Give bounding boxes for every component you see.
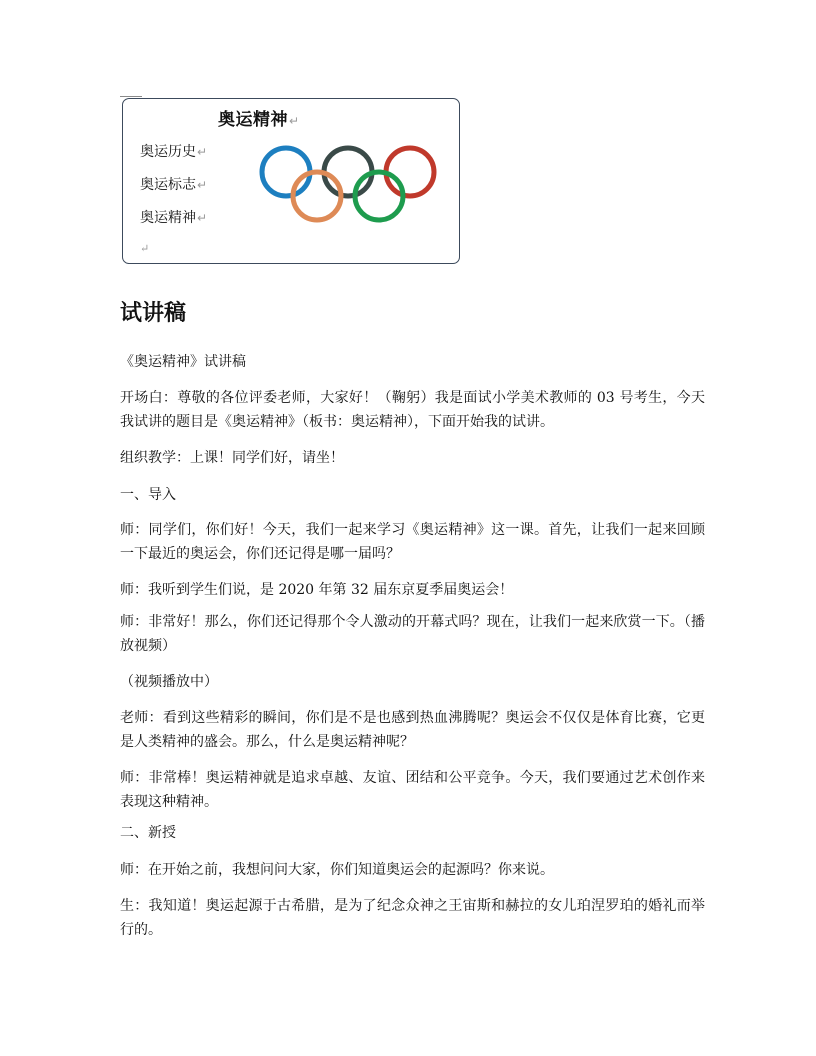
- olympic-rings-icon: [256, 139, 441, 229]
- board-item-spirit: 奥运精神↵: [140, 210, 208, 226]
- return-mark-icon: ↵: [197, 211, 208, 225]
- paragraph: 师：同学们，你们好！今天，我们一起来学习《奥运精神》这一课。首先，让我们一起来回顾一下最近的奥运会，你们还记得是哪一届吗？: [120, 522, 705, 562]
- board-item-symbol: 奥运标志↵: [140, 177, 208, 193]
- paragraph: 师：在开始之前，我想问问大家，你们知道奥运会的起源吗？你来说。: [120, 862, 554, 878]
- return-mark-icon: ↵: [197, 178, 208, 192]
- doc-title-line: 《奥运精神》试讲稿: [120, 354, 246, 370]
- return-mark-icon: ↵: [289, 114, 300, 128]
- paragraph: 师：我听到学生们说，是 2020 年第 32 届东京夏季届奥运会！: [120, 582, 514, 598]
- board-item-history: 奥运历史↵: [140, 144, 208, 160]
- opening-paragraph: 开场白：尊敬的各位评委老师，大家好！（鞠躬）我是面试小学美术教师的 03 号考生，今天我试讲的题目是《奥运精神》（板书：奥运精神），下面开始我的试讲。: [120, 390, 705, 430]
- page-heading: 试讲稿: [120, 301, 187, 326]
- ring-black: [324, 148, 372, 196]
- paragraph: 师：非常好！那么，你们还记得那个令人激动的开幕式吗？现在，让我们一起来欣赏一下。（播放视频）: [120, 614, 705, 654]
- paragraph: 生：我知道！奥运起源于古希腊，是为了纪念众神之王宙斯和赫拉的女儿珀涅罗珀的婚礼而举行的。: [120, 898, 705, 938]
- paragraph: （视频播放中）: [120, 674, 218, 690]
- return-mark-icon: ↵: [140, 242, 150, 255]
- paragraph: 师：非常棒！奥运精神就是追求卓越、友谊、团结和公平竞争。今天，我们要通过艺术创作来表现这种精神。: [120, 770, 705, 810]
- ring-red: [386, 148, 434, 196]
- class-organization-paragraph: 组织教学：上课！同学们好，请坐！: [120, 450, 344, 466]
- blackboard-design-box: [122, 98, 460, 264]
- section-heading-new-lesson: 二、新授: [120, 825, 176, 841]
- ring-green: [355, 172, 403, 220]
- board-title: 奥运精神↵: [218, 110, 300, 130]
- section-heading-intro: 一、导入: [120, 487, 176, 503]
- board-corner-line: [120, 96, 142, 97]
- ring-orange: [293, 172, 341, 220]
- ring-blue: [262, 148, 310, 196]
- paragraph: 老师：看到这些精彩的瞬间，你们是不是也感到热血沸腾呢？奥运会不仅仅是体育比赛，它更是人类精神的盛会。那么，什么是奥运精神呢？: [120, 710, 705, 750]
- return-mark-icon: ↵: [197, 145, 208, 159]
